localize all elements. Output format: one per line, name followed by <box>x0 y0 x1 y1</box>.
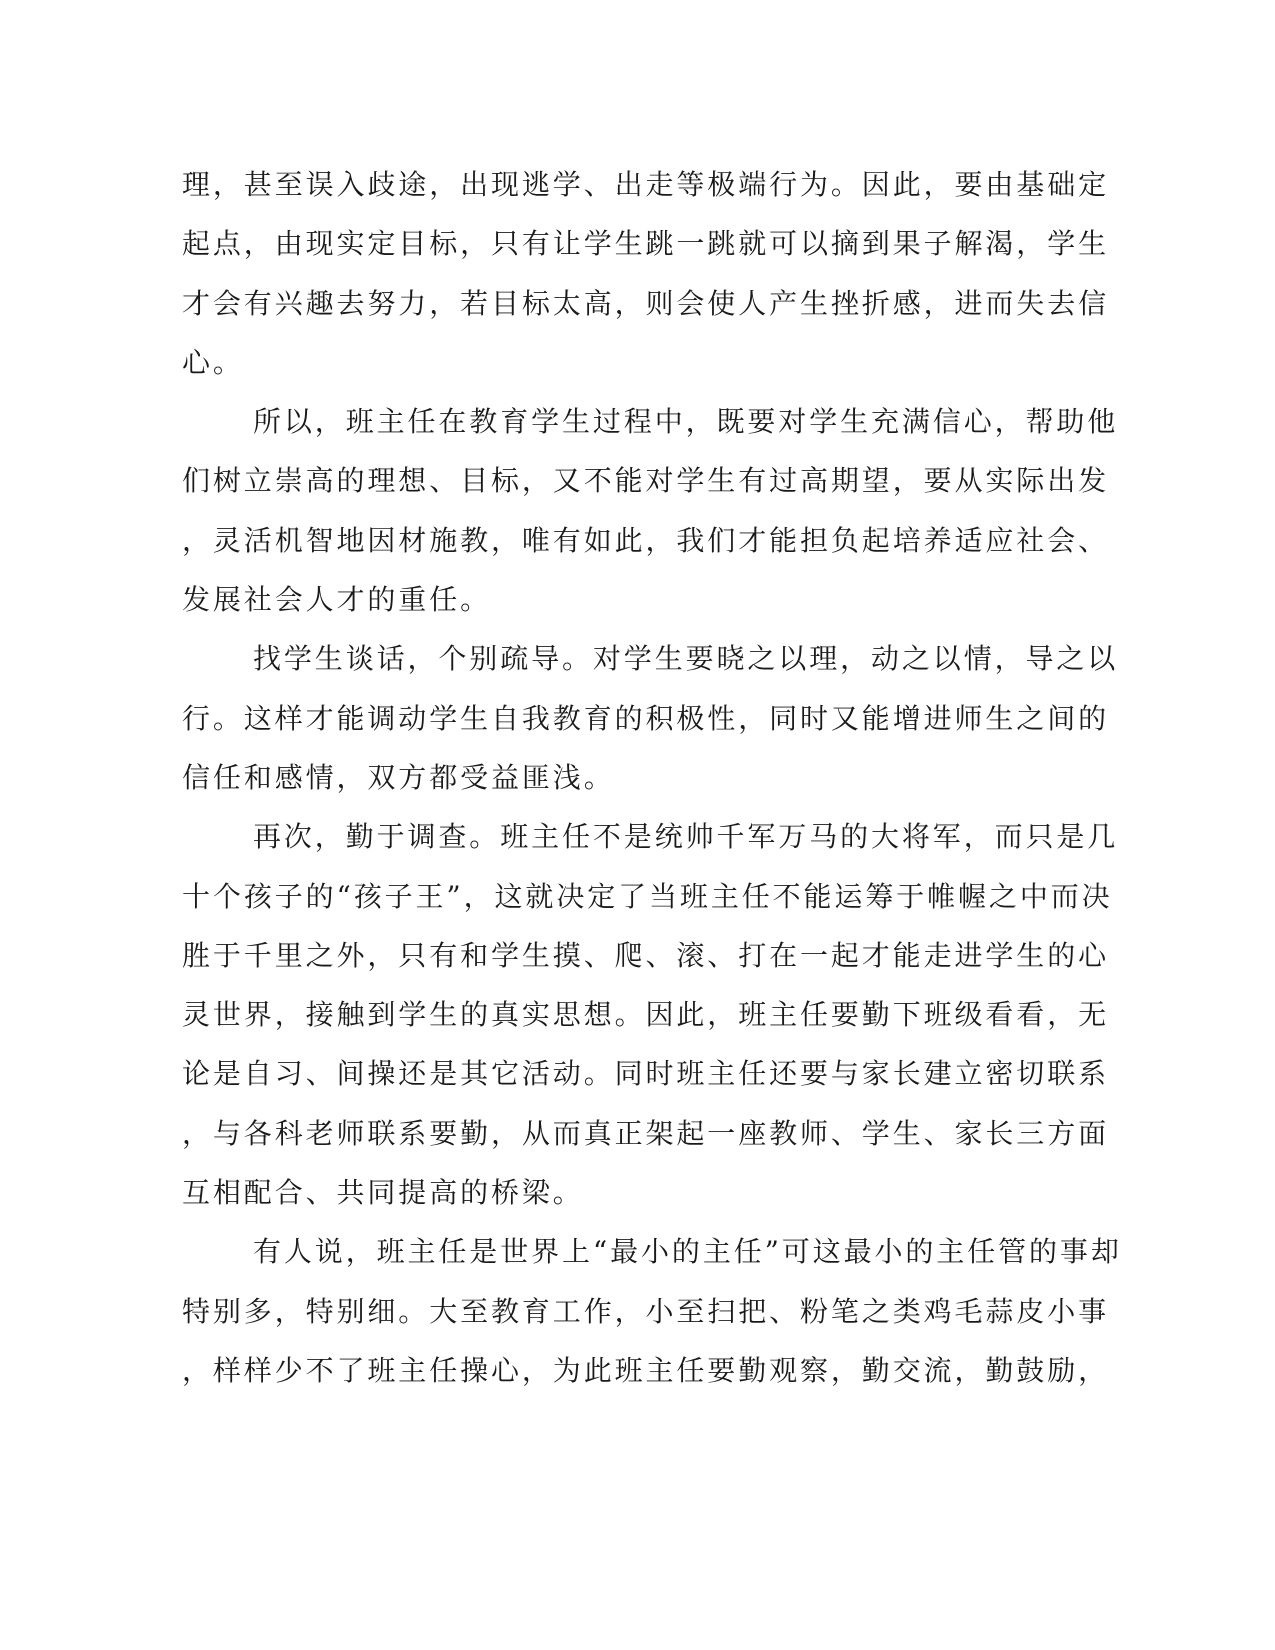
text-line: 起点，由现实定目标，只有让学生跳一跳就可以摘到果子解渴，学生 <box>182 227 1110 261</box>
document-body <box>182 155 1122 1400</box>
paragraph-first-line: 找学生谈话，个别疏导。对学生要晓之以理，动之以情，导之以 <box>253 642 1119 676</box>
paragraph-first-line: 再次，勤于调查。班主任不是统帅千军万马的大将军，而只是几 <box>253 820 1119 854</box>
text-line: ，样样少不了班主任操心，为此班主任要勤观察，勤交流，勤鼓励， <box>182 1353 1110 1387</box>
paragraph-first-line: 有人说，班主任是世界上“最小的主任”可这最小的主任管的事却 <box>253 1235 1122 1269</box>
text-line: 才会有兴趣去努力，若目标太高，则会使人产生挫折感，进而失去信 <box>182 286 1110 320</box>
text-line: 心。 <box>182 345 244 379</box>
text-line: 信任和感情，双方都受益匪浅。 <box>182 760 615 794</box>
text-line: 行。这样才能调动学生自我教育的积极性，同时又能增进师生之间的 <box>182 701 1110 735</box>
text-line: 特别多，特别细。大至教育工作，小至扫把、粉笔之类鸡毛蒜皮小事 <box>182 1294 1110 1328</box>
text-line: 们树立崇高的理想、目标，又不能对学生有过高期望，要从实际出发 <box>182 464 1110 498</box>
paragraph-first-line: 所以，班主任在教育学生过程中，既要对学生充满信心，帮助他 <box>253 405 1119 439</box>
text-line: ，灵活机智地因材施教，唯有如此，我们才能担负起培养适应社会、 <box>182 523 1110 557</box>
text-line: 互相配合、共同提高的桥梁。 <box>182 1176 584 1210</box>
text-line: 胜于千里之外，只有和学生摸、爬、滚、打在一起才能走进学生的心 <box>182 938 1110 972</box>
text-line: 发展社会人才的重任。 <box>182 583 492 617</box>
text-line: 论是自习、间操还是其它活动。同时班主任还要与家长建立密切联系 <box>182 1057 1110 1091</box>
text-line: ，与各科老师联系要勤，从而真正架起一座教师、学生、家长三方面 <box>182 1116 1110 1150</box>
text-line: 灵世界，接触到学生的真实思想。因此，班主任要勤下班级看看，无 <box>182 998 1110 1032</box>
text-line: 十个孩子的“孩子王”，这就决定了当班主任不能运筹于帷幄之中而决 <box>182 879 1113 913</box>
text-line: 理，甚至误入歧途，出现逃学、出走等极端行为。因此，要由基础定 <box>182 168 1110 201</box>
